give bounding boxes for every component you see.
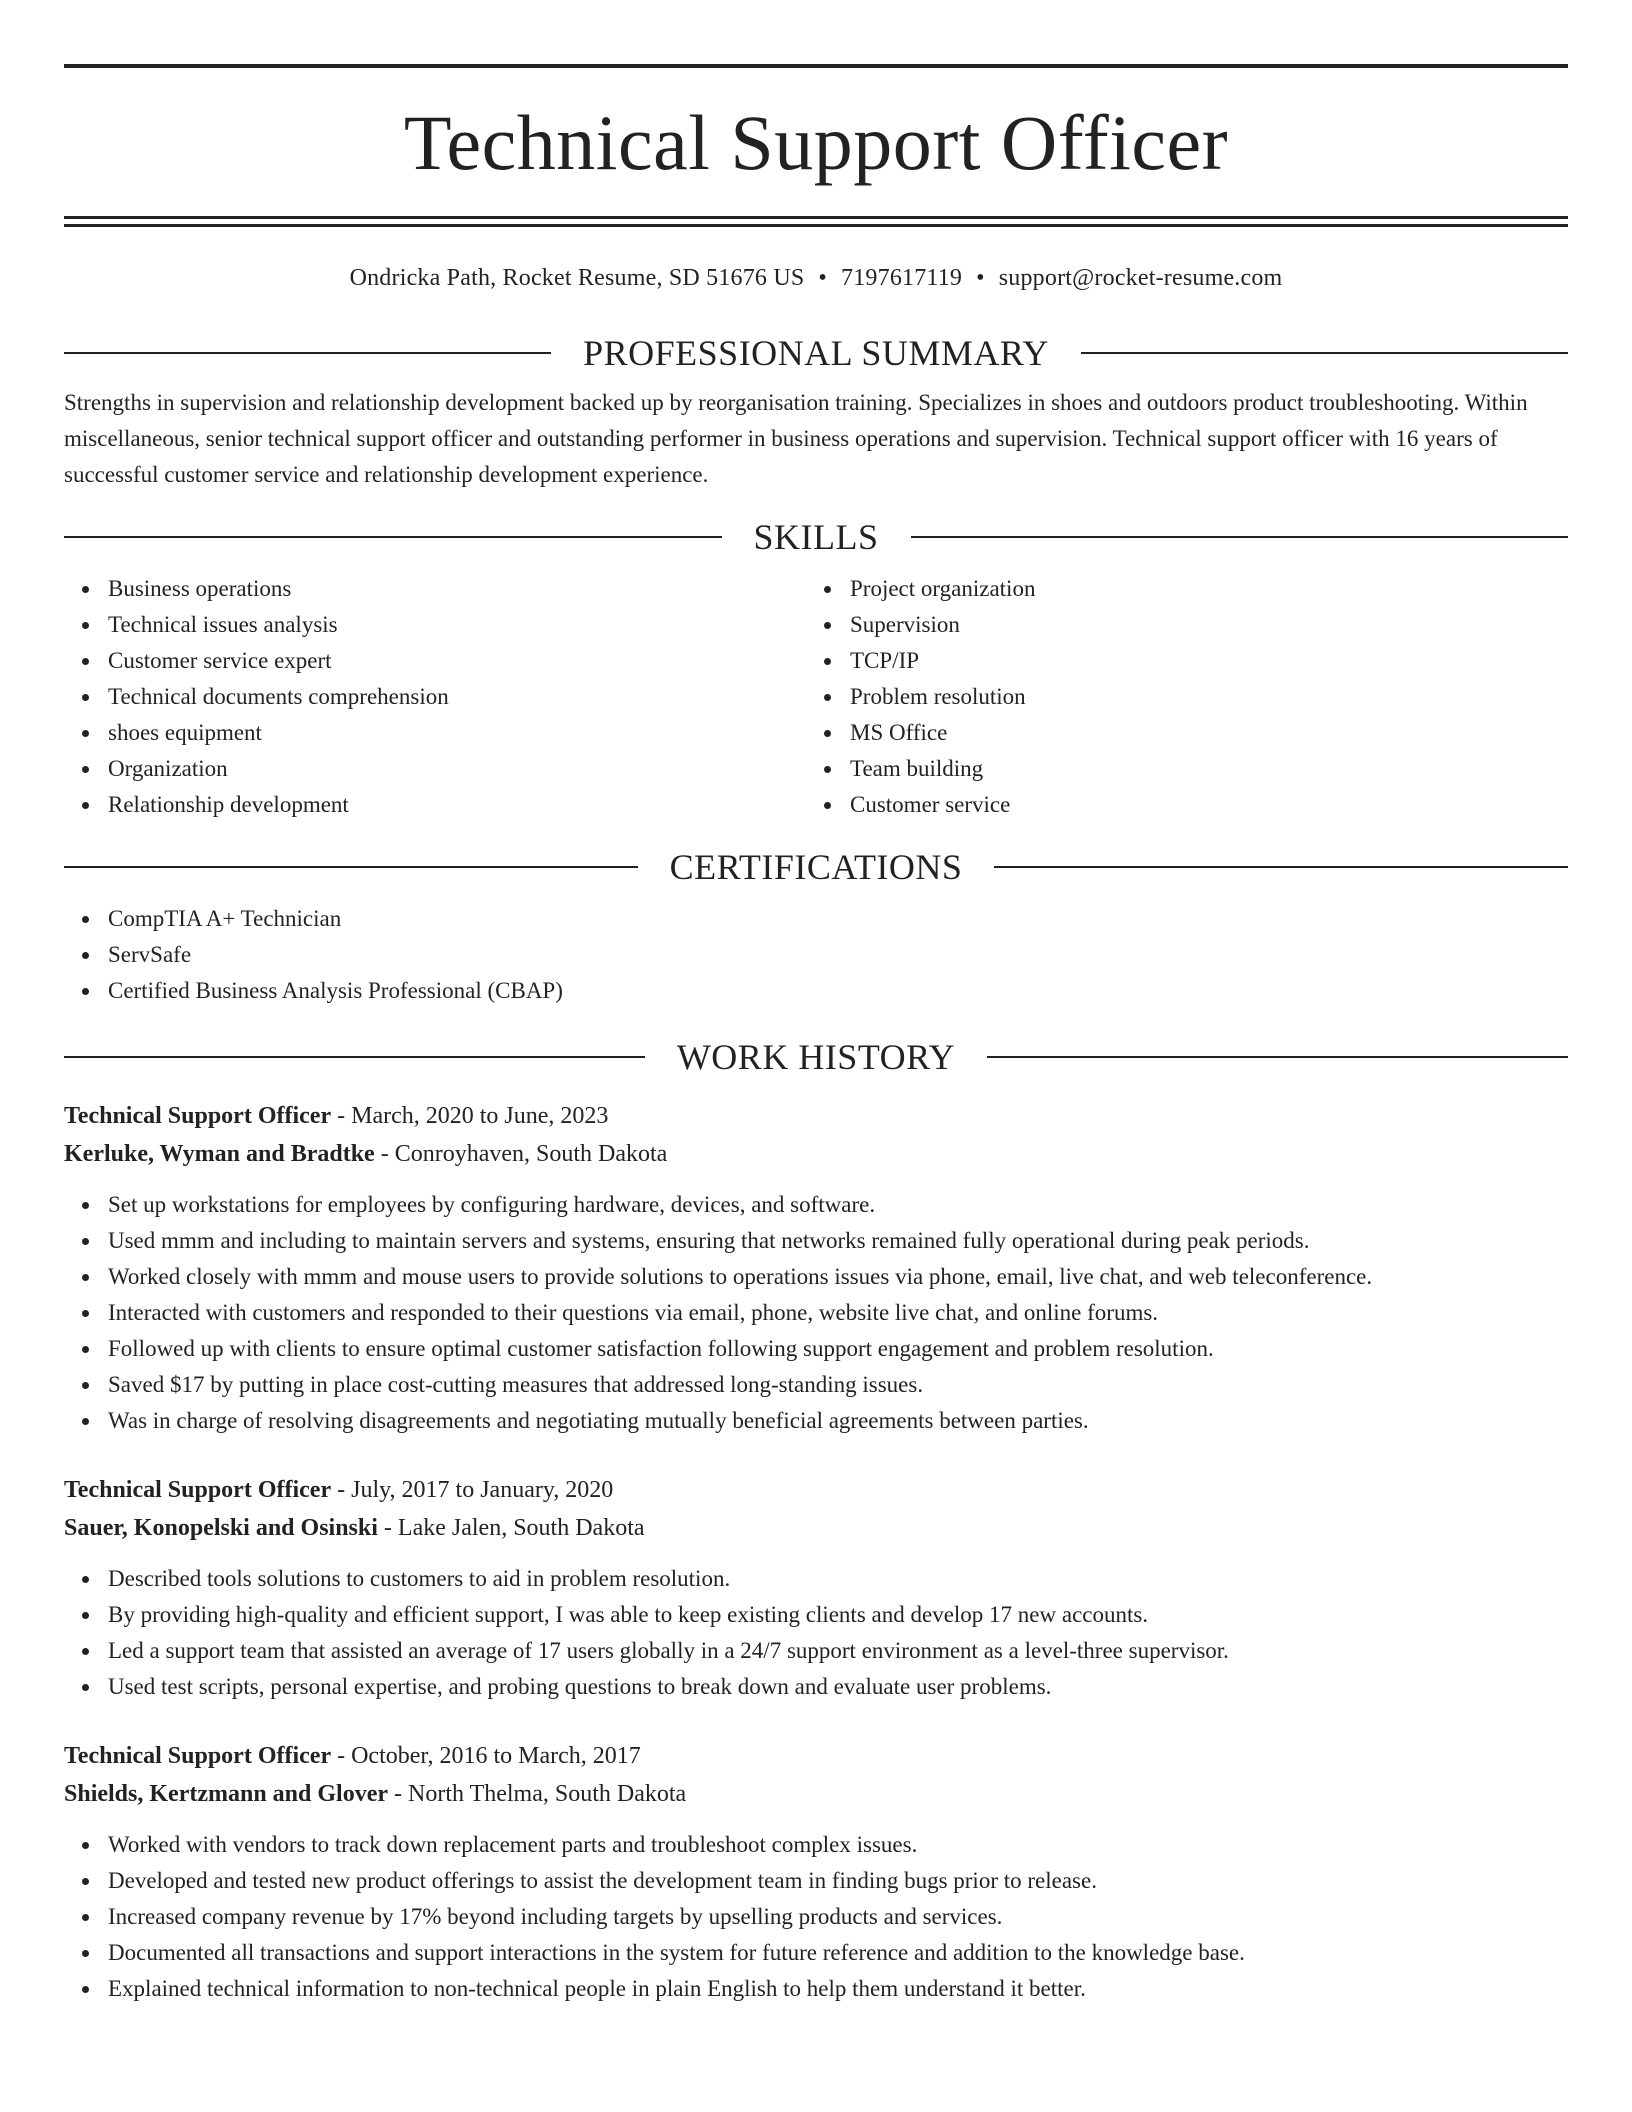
job-bullet: Explained technical information to non-technical people in plain English to help them understand it better. <box>108 1971 1568 2007</box>
job-bullet: Led a support team that assisted an average of 17 users globally in a 24/7 support environment as a level-three supervisor. <box>108 1633 1568 1669</box>
heading-rule-right <box>994 866 1568 868</box>
resume-page <box>64 64 1568 2007</box>
job-bullet: Worked closely with mmm and mouse users to provide solutions to operations issues via phone, email, live chat, and web teleconference. <box>108 1259 1568 1295</box>
heading-rule-left <box>64 866 638 868</box>
heading-rule-right <box>987 1056 1568 1058</box>
job-entry <box>64 1737 1568 2007</box>
job-bullets <box>64 1827 1568 2007</box>
contact-phone: 7197617119 <box>841 265 963 291</box>
heading-rule-right <box>1081 352 1568 354</box>
section-heading-certifications <box>64 845 1568 889</box>
contact-separator: • <box>976 265 985 291</box>
job-title-line <box>64 1097 1568 1135</box>
skill-item: Supervision <box>850 607 1548 643</box>
top-rule <box>64 64 1568 68</box>
job-location: - Conroyhaven, South Dakota <box>374 1141 668 1167</box>
job-title-line <box>64 1737 1568 1775</box>
contact-address: Ondricka Path, Rocket Resume, SD 51676 US <box>349 265 805 291</box>
skill-item: Team building <box>850 751 1548 787</box>
job-bullet: Increased company revenue by 17% beyond including targets by upselling products and services. <box>108 1899 1568 1935</box>
certification-item: Certified Business Analysis Professional (CBAP) <box>108 973 1568 1009</box>
skill-item: Project organization <box>850 571 1548 607</box>
job-entry <box>64 1097 1568 1439</box>
skills-column-right <box>806 571 1548 823</box>
contact-email: support@rocket-resume.com <box>998 265 1283 291</box>
skill-item: Problem resolution <box>850 679 1548 715</box>
job-company-line <box>64 1135 1568 1173</box>
contact-separator: • <box>818 265 828 291</box>
heading-rule-left <box>64 536 722 538</box>
heading-rule-left <box>64 352 551 354</box>
job-dates: - July, 2017 to January, 2020 <box>331 1477 614 1503</box>
summary-text: Strengths in supervision and relationship development backed up by reorganisation training. Specializes in shoes and outdoors product troubleshooting. Within miscellaneous, senior technical support officer and outstanding performer in business operations and supervision. Technical support officer with 16 years of successful customer service and relationship development experience. <box>64 390 1528 487</box>
section-title: CERTIFICATIONS <box>669 847 963 887</box>
contact-line <box>64 263 1568 293</box>
job-bullet: Was in charge of resolving disagreements and negotiating mutually beneficial agreements between parties. <box>108 1403 1568 1439</box>
job-bullets <box>64 1187 1568 1439</box>
job-company: Sauer, Konopelski and Osinski <box>64 1515 378 1541</box>
job-bullets <box>64 1561 1568 1705</box>
job-company: Kerluke, Wyman and Bradtke <box>64 1141 375 1167</box>
section-title: WORK HISTORY <box>676 1037 956 1077</box>
job-company-line <box>64 1775 1568 1813</box>
job-title: Technical Support Officer <box>64 1743 332 1769</box>
job-company: Shields, Kertzmann and Glover <box>64 1781 389 1807</box>
job-bullet: Worked with vendors to track down replacement parts and troubleshoot complex issues. <box>108 1827 1568 1863</box>
job-company-line <box>64 1509 1568 1547</box>
certification-item: CompTIA A+ Technician <box>108 901 1568 937</box>
heading-rule-right <box>911 536 1569 538</box>
job-bullet: Saved $17 by putting in place cost-cutting measures that addressed long-standing issues. <box>108 1367 1568 1403</box>
skill-item: Organization <box>108 751 806 787</box>
job-bullet: Developed and tested new product offerings to assist the development team in finding bugs prior to release. <box>108 1863 1568 1899</box>
job-bullet: Interacted with customers and responded to their questions via email, phone, website live chat, and online forums. <box>108 1295 1568 1331</box>
section-heading-summary <box>64 331 1568 375</box>
certifications-list <box>64 901 1568 1009</box>
job-title: Technical Support Officer <box>64 1103 332 1129</box>
skill-item: TCP/IP <box>850 643 1548 679</box>
job-bullet: Used mmm and including to maintain servers and systems, ensuring that networks remained fully operational during peak periods. <box>108 1223 1568 1259</box>
job-title: Technical Support Officer <box>64 1477 332 1503</box>
job-dates: - March, 2020 to June, 2023 <box>331 1103 609 1129</box>
skill-item: MS Office <box>850 715 1548 751</box>
section-title: PROFESSIONAL SUMMARY <box>583 333 1049 373</box>
skills-list <box>64 571 1568 823</box>
page-title: Technical Support Officer <box>403 99 1229 186</box>
section-heading-skills <box>64 515 1568 559</box>
skill-item: Relationship development <box>108 787 806 823</box>
job-title-line <box>64 1471 1568 1509</box>
job-bullet: Documented all transactions and support interactions in the system for future reference and addition to the knowledge base. <box>108 1935 1568 1971</box>
skill-item: Business operations <box>108 571 806 607</box>
skill-item: Customer service <box>850 787 1548 823</box>
skills-column-left <box>64 571 806 823</box>
section-heading-work-history <box>64 1035 1568 1079</box>
skill-item: shoes equipment <box>108 715 806 751</box>
job-bullet: Used test scripts, personal expertise, and probing questions to break down and evaluate user problems. <box>108 1669 1568 1705</box>
job-dates: - October, 2016 to March, 2017 <box>331 1743 641 1769</box>
job-bullet: Set up workstations for employees by configuring hardware, devices, and software. <box>108 1187 1568 1223</box>
title-double-rule <box>64 216 1568 227</box>
job-bullet: Described tools solutions to customers to aid in problem resolution. <box>108 1561 1568 1597</box>
job-location: - North Thelma, South Dakota <box>388 1781 687 1807</box>
job-entry <box>64 1471 1568 1705</box>
job-bullet: Followed up with clients to ensure optimal customer satisfaction following support engagement and problem resolution. <box>108 1331 1568 1367</box>
skill-item: Technical issues analysis <box>108 607 806 643</box>
skill-item: Technical documents comprehension <box>108 679 806 715</box>
job-location: - Lake Jalen, South Dakota <box>377 1515 645 1541</box>
skill-item: Customer service expert <box>108 643 806 679</box>
certification-item: ServSafe <box>108 937 1568 973</box>
section-title: SKILLS <box>753 517 879 557</box>
heading-rule-left <box>64 1056 645 1058</box>
job-bullet: By providing high-quality and efficient support, I was able to keep existing clients and develop 17 new accounts. <box>108 1597 1568 1633</box>
